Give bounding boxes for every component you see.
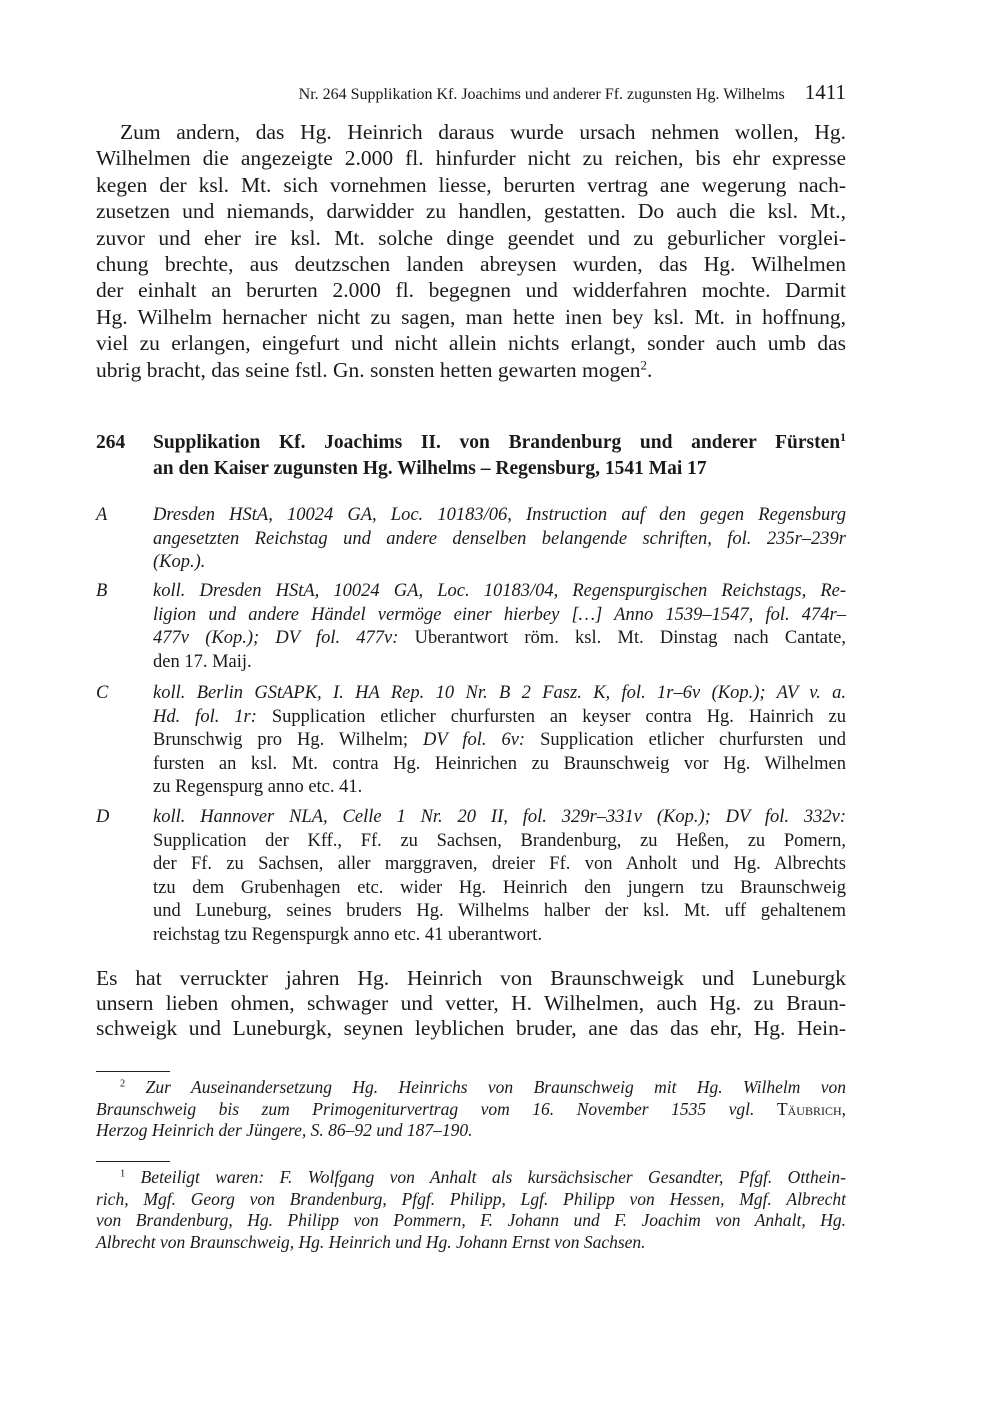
text-line xyxy=(96,304,846,330)
text-segment: zuvor und eher ire ksl. Mt. solche dinge geendet und zu geburlicher vorglei- xyxy=(96,225,846,250)
source-text xyxy=(153,682,846,800)
text-line xyxy=(96,1099,846,1121)
footnote-marker: 2 xyxy=(120,1078,126,1090)
text-segment: an den Kaiser zugunsten Hg. Wilhelms – Regensburg, 1541 Mai 17 xyxy=(153,458,707,479)
text-segment: Albrecht von Braunschweig, Hg. Heinrich und Hg. Johann Ernst von Sachsen. xyxy=(96,1231,646,1252)
text-segment: Supplikation Kf. Joachims II. von Brandenburg und anderer Fürsten xyxy=(153,432,841,453)
text-segment: der Ff. zu Sachsen, aller marggraven, dreier Ff. von Anholt und Hg. Albrechts xyxy=(153,854,846,875)
footnote-1 xyxy=(96,1167,846,1253)
text-line xyxy=(96,1167,846,1189)
text-line xyxy=(96,330,846,356)
text-line xyxy=(153,924,846,948)
text-segment: Hd. fol. 1r: xyxy=(153,706,257,727)
text-segment: viel zu erlangen, eingefurt und nicht allein nichts erlangt, sonder auch umb das xyxy=(96,331,846,356)
text-segment: den 17. Maij. xyxy=(153,651,252,672)
footnote-rule xyxy=(96,1071,170,1072)
text-segment: (Kop.). xyxy=(153,552,206,573)
footnote-marker: 2 xyxy=(640,357,647,372)
text-segment: Zur Auseinandersetzung Hg. Heinrichs von Braunschweig mit Hg. Wilhelm von xyxy=(125,1077,846,1097)
running-header xyxy=(160,80,846,105)
text-line xyxy=(153,806,846,830)
text-line xyxy=(153,682,846,706)
text-line xyxy=(153,877,846,901)
text-line xyxy=(153,729,846,753)
text-segment: reichstag tzu Regenspurgk anno etc. 41 uberantwort. xyxy=(153,924,543,945)
source-text xyxy=(153,806,846,948)
source-letter: B xyxy=(96,581,108,601)
text-segment: koll. Berlin GStAPK, I. HA Rep. 10 Nr. B 2 Fasz. K, fol. 1r–6v (Kop.); AV v. a. xyxy=(153,683,846,703)
text-line xyxy=(153,430,846,456)
footnote-marker: 1 xyxy=(840,430,846,444)
text-line xyxy=(96,966,846,991)
text-line xyxy=(153,776,846,800)
text-line xyxy=(153,651,846,675)
text-segment: fursten an ksl. Mt. contra Hg. Heinrichen zu Braunschweig vor Hg. Wilhelmen xyxy=(153,753,846,774)
text-line xyxy=(153,551,846,575)
text-segment: Hg. Wilhelm hernacher nicht zu sagen, man hette inen bey ksl. Mt. in hoffnung, xyxy=(96,304,846,329)
text-line xyxy=(96,225,846,251)
text-line xyxy=(153,753,846,777)
document-number: 264 xyxy=(96,432,126,453)
text-segment: kegen der ksl. Mt. sich vornehmen liesse, berurten vertrag ane wegerung nach- xyxy=(96,172,846,197)
footnote-2 xyxy=(96,1077,846,1142)
text-line xyxy=(96,172,846,198)
text-line xyxy=(153,580,846,604)
text-segment: Wilhelmen die angezeigte 2.000 fl. hinfurder nicht zu reichen, bis ehr expresse xyxy=(96,146,846,171)
text-segment: tzu dem Grubenhagen etc. wider Hg. Heinrich den jungern tzu Braunschweig xyxy=(153,877,846,898)
text-segment: ligion und andere Händel vermöge einer hierbey […] Anno 1539–1547, fol. 474r– xyxy=(153,604,846,625)
text-segment: Dresden HStA, 10024 GA, Loc. 10183/06, Instruction auf den gegen Regensburg xyxy=(153,505,846,525)
text-segment: 477v (Kop.); DV fol. 477v: xyxy=(153,628,399,649)
text-line xyxy=(96,1232,846,1254)
text-line xyxy=(153,830,846,854)
source-letter: D xyxy=(96,807,110,827)
text-line xyxy=(96,1189,846,1211)
text-line xyxy=(153,900,846,924)
source-text xyxy=(153,504,846,575)
document-title xyxy=(153,430,846,482)
text-line xyxy=(96,119,846,145)
footnote-rule xyxy=(96,1161,170,1162)
text-segment: zusetzen und niemands, darwidder zu handlen, gestatten. Do auch die ksl. Mt., xyxy=(96,199,846,224)
text-segment: und Luneburg, seines bruders Hg. Wilhelms halber der ksl. Mt. uff gehaltenem xyxy=(153,901,846,922)
text-segment: Supplication etlicher churfursten und xyxy=(525,730,846,751)
text-line xyxy=(96,991,846,1016)
text-line xyxy=(96,198,846,224)
text-line xyxy=(96,1210,846,1232)
text-line xyxy=(96,357,846,383)
text-segment: . xyxy=(646,357,653,382)
footnote-marker: 1 xyxy=(120,1168,126,1180)
text-segment: Braunschweig bis zum Primogeniturvertrag vom 16. November 1535 vgl. xyxy=(96,1098,777,1119)
text-line xyxy=(153,627,846,651)
source-letter: A xyxy=(96,505,108,525)
text-line xyxy=(96,145,846,171)
text-line xyxy=(153,853,846,877)
text-segment: ubrig bracht, das seine fstl. Gn. sonsten hetten gewarten mogen xyxy=(96,357,641,382)
text-segment: Supplication der Kff., Ff. zu Sachsen, Brandenburg, zu Heßen, zu Pomern, xyxy=(153,830,846,851)
text-line xyxy=(96,251,846,277)
text-segment: Zum andern, das Hg. Heinrich daraus wurde ursach nehmen wollen, Hg. xyxy=(120,120,846,144)
text-segment: DV fol. 6v: xyxy=(423,730,526,751)
text-line xyxy=(153,456,846,482)
text-segment: koll. Dresden HStA, 10024 GA, Loc. 10183/04, Regenspurgischen Reichstags, Re- xyxy=(153,581,846,601)
text-line xyxy=(153,528,846,552)
source-letter: C xyxy=(96,683,109,703)
text-segment: koll. Hannover NLA, Celle 1 Nr. 20 II, fol. 329r–331v (Kop.); DV fol. 332v: xyxy=(153,807,846,827)
text-segment: unsern lieben ohmen, schwager und vetter, H. Wilhelmen, auch Hg. zu Braun- xyxy=(96,991,846,1016)
text-line xyxy=(153,706,846,730)
text-segment: Es hat verruckter jahren Hg. Heinrich von Braunschweigk und Luneburgk xyxy=(96,966,846,990)
text-line xyxy=(153,604,846,628)
source-text xyxy=(153,580,846,674)
text-line xyxy=(96,1016,846,1041)
page-number: 1411 xyxy=(804,80,846,104)
text-line xyxy=(153,504,846,528)
text-segment: Herzog Heinrich der Jüngere, S. 86–92 und 187–190. xyxy=(96,1120,473,1141)
running-title: Nr. 264 Supplikation Kf. Joachims und anderer Ff. zugunsten Hg. Wilhelms xyxy=(298,86,785,103)
text-line xyxy=(96,277,846,303)
body-paragraph-top xyxy=(96,119,846,383)
text-segment: rich, Mgf. Georg von Brandenburg, Pfgf. Philipp, Lgf. Philipp von Hessen, Mgf. Albrecht xyxy=(96,1188,846,1209)
text-segment: von Brandenburg, Hg. Philipp von Pommern, F. Johann und F. Joachim von Anhalt, Hg. xyxy=(96,1210,846,1231)
text-line xyxy=(96,1120,846,1142)
text-segment: Uberantwort röm. ksl. Mt. Dinstag nach Cantate, xyxy=(398,628,846,649)
text-segment: zu Regenspurg anno etc. 41. xyxy=(153,777,363,798)
text-segment: chung brechte, aus deutzschen landen abreysen wurden, das Hg. Wilhelmen xyxy=(96,252,846,277)
text-segment: Supplication etlicher churfursten an keyser contra Hg. Hainrich zu xyxy=(256,706,846,727)
text-segment: Täubrich, xyxy=(776,1098,846,1119)
text-segment: schweigk und Luneburgk, seynen leyblichen bruder, ane das das ehr, Hg. Hein- xyxy=(96,1016,846,1041)
text-segment: Brunschwig pro Hg. Wilhelm; xyxy=(153,730,424,751)
text-segment: angesetzten Reichstag und andere denselben belangende schriften, fol. 235r–239r xyxy=(153,528,846,549)
text-segment: der einhalt an berurten 2.000 fl. begegnen und widderfahren mochte. Darmit xyxy=(96,278,846,303)
body-paragraph-bottom xyxy=(96,966,846,1042)
text-segment: Beteiligt waren: F. Wolfgang von Anhalt als kursächsischer Gesandter, Pfgf. Otthein- xyxy=(125,1167,846,1187)
text-line xyxy=(96,1077,846,1099)
